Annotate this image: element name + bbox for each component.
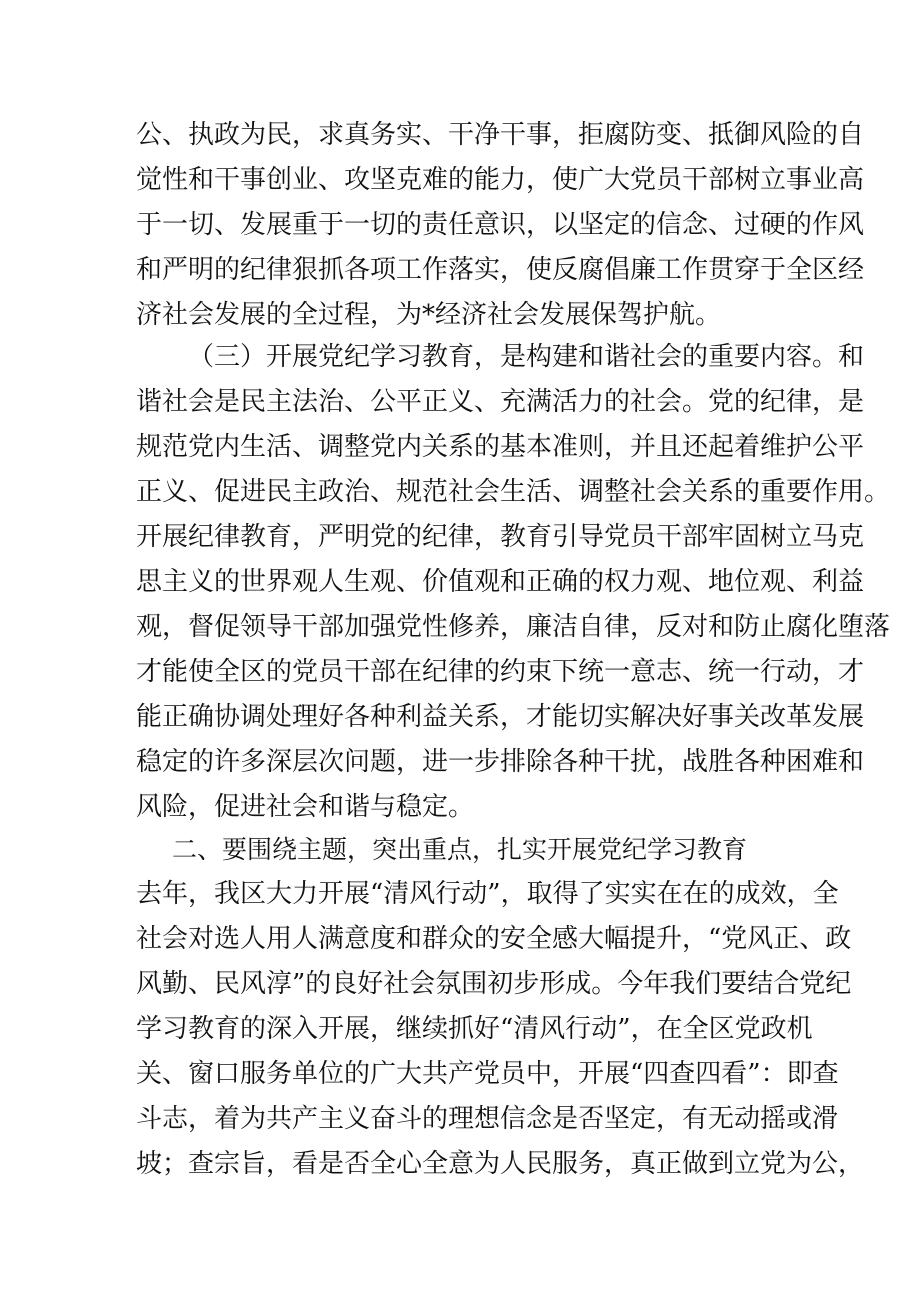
text-line: 觉性和干事创业、攻坚克难的能力，使广大党员干部树立事业高 xyxy=(136,165,865,195)
text-line: 风勤、民风淳”的良好社会氛围初步形成。今年我们要结合党纪 xyxy=(136,969,852,999)
text-line: 公、执政为民，求真务实、干净干事，拒腐防变、抵御风险的自 xyxy=(136,120,865,150)
text-line: 才能使全区的党员干部在纪律的约束下统一意志、统一行动，才 xyxy=(136,657,865,687)
text-line: 和严明的纪律狠抓各项工作落实，使反腐倡廉工作贯穿于全区经 xyxy=(136,255,865,285)
text-line: 风险，促进社会和谐与稳定。 xyxy=(136,792,475,822)
text-line: 于一切、发展重于一切的责任意识，以坚定的信念、过硬的作风 xyxy=(136,210,865,240)
text-line: 规范党内生活、调整党内关系的基本准则，并且还起着维护公平 xyxy=(136,432,865,462)
text-line: 学习教育的深入开展，继续抓好“清风行动”，在全区党政机 xyxy=(136,1014,813,1044)
text-line: 开展纪律教育，严明党的纪律，教育引导党员干部牢固树立马克 xyxy=(136,522,865,552)
text-line: 能正确协调处理好各种利益关系，才能切实解决好事关改革发展 xyxy=(136,702,865,732)
text-line: 社会对选人用人满意度和群众的安全感大幅提升，“党风正、政 xyxy=(136,924,852,954)
text-line: 去年，我区大力开展“清风行动”，取得了实实在在的成效，全 xyxy=(136,879,839,909)
text-line: 济社会发展的全过程，为*经济社会发展保驾护航。 xyxy=(136,300,722,330)
paragraph-start-line: （三）开展党纪学习教育，是构建和谐社会的重要内容。和 xyxy=(188,342,865,372)
text-line: 稳定的许多深层次问题，进一步排除各种干扰，战胜各种困难和 xyxy=(136,747,865,777)
text-line: 斗志，着为共产主义奋斗的理想信念是否坚定，有无动摇或滑 xyxy=(136,1104,839,1134)
text-line: 谐社会是民主法治、公平正义、充满活力的社会。党的纪律，是 xyxy=(136,387,865,417)
section-heading: 二、要围绕主题，突出重点，扎实开展党纪学习教育 xyxy=(172,835,748,864)
text-line: 关、窗口服务单位的广大共产党员中，开展“四查四看”：即查 xyxy=(136,1059,839,1089)
text-line: 正义、促进民主政治、规范社会生活、调整社会关系的重要作用。 xyxy=(136,477,891,507)
text-line: 观，督促领导干部加强党性修养，廉洁自律，反对和防止腐化堕落 xyxy=(136,612,891,642)
text-line: 坡；查宗旨，看是否全心全意为人民服务，真正做到立党为公， xyxy=(136,1149,865,1179)
text-line: 思主义的世界观人生观、价值观和正确的权力观、地位观、利益 xyxy=(136,567,865,597)
